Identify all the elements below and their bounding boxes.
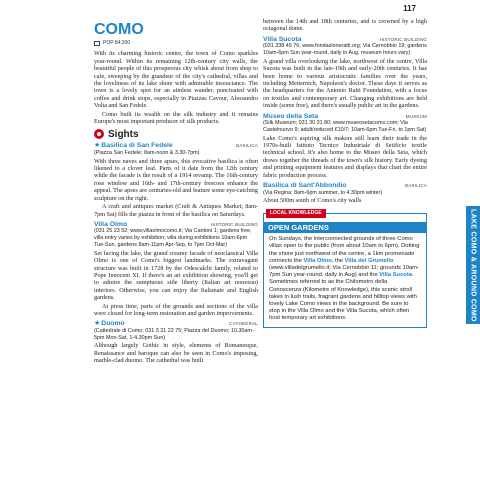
entry-text: About 500m south of Como's city walls (263, 197, 362, 205)
entry-header-museo-seta (263, 113, 427, 120)
population-line (94, 40, 258, 47)
entry-text: Although largely Gothic in style, elements of Romanesque, Renaissance and baroque can also be seen in Como's imposing, marble-clad duomo. The cathedral was built (94, 342, 258, 365)
entry-header-duomo (94, 320, 258, 327)
page-number: 117 (403, 4, 416, 13)
box-title: OPEN GARDENS (264, 222, 426, 233)
entry-text: Lake Como's aspiring silk makers still learn their trade in the 1970s-built Istituto Tecnico Industriale di Setificio textile technical school. It's also home to the Museo della Seta, which draws together the threads of the town's silk history. Early dyeing and printing equipment features and displays that chart the entire fabric production process. (263, 134, 427, 179)
star-icon: ★ (94, 319, 101, 328)
entry-info: (Cattedrale di Como; 031 3 31 22 75; Piazza del Duomo; 10.30am-5pm Mon-Sat, 1-4.30pm Sun) (94, 327, 254, 341)
entry-category: HISTORIC BUILDING (210, 221, 258, 227)
entry-category: HISTORIC BUILDING (379, 36, 427, 42)
entry-text: Set facing the lake, the grand creamy facade of neoclassical Villa Olmo is one of Como's biggest landmarks. The extravagant structure was built in 1728 by the Odescalchi family, related to Pope Innocent XI. If there's an art exhibition showing, you'll get to admire the sumptuous stile liberty (Italian art nouveau) interiors. Otherwise, you can enjoy the Italianate and English gardens. (94, 249, 258, 302)
side-tab-label: LAKE COMO & AROUND COMO (469, 208, 477, 322)
entry-name-museo-seta: Museo della Seta (263, 112, 319, 120)
local-knowledge-box (263, 209, 427, 328)
villa-grumello-link: Villa del Grumello (344, 257, 394, 264)
entry-name-san-fedele: Basilica di San Fedele (101, 142, 173, 150)
entry-name-villa-olmo: Villa Olmo (94, 220, 128, 228)
continued-text: between the 14th and 18th centuries, and is crowned by a high octagonal dome. (263, 18, 427, 33)
map-square-icon (94, 41, 100, 46)
left-column (94, 18, 258, 366)
entry-header-villa-olmo (94, 221, 258, 228)
villa-sucota-link: Villa Sucota (379, 272, 412, 279)
sights-label: Sights (108, 128, 139, 140)
entry-text-2: A craft and antiques market (Craft & Antiques Market; 8am-7pm Sat) fills the piazza in front of the basilica on Saturdays. (94, 203, 258, 218)
entry-info: (Piazza San Fedele; 8am-noon & 3.30-7pm) (94, 149, 200, 156)
side-chapter-tab (466, 206, 480, 324)
entry-text: With three naves and three apses, this evocative basilica is often likened to a clover leaf. Parts of it date from the 12th century while the facade is the result of a 1914 revamp. The 16th-century rose window and 16th- and 17th-century frescoes enhance the appeal. The apses are centuries-old and feature some eye-catching sculpture on the right. (94, 157, 258, 202)
entry-info: (031 25 23 52; www.villaolmocomo.it; Via Cantoni 1; gardens free, villa entry varies by exhibition; villa during exhibitions 10am-6pm Tue-Sun, gardens 8am-11pm Apr-Sep, to 7pm Oct-Mar) (94, 228, 252, 248)
population-label: POP 84,300 (103, 40, 131, 46)
box-text (269, 236, 421, 322)
box-text-3: . Sometimes referred to as the Chilometro della Conoscenza (Kilometre of Knowledge), this scenic stroll takes in lush trails, fragrant gardens and hilltop views with lovely Lake Como views in the background. Be sure to stop in the Villa Olmo and the Villa Sucota, which often host temporary art exhibitions. (269, 272, 417, 322)
entry-header-san-fedele (94, 142, 258, 149)
sights-eye-icon (94, 129, 104, 139)
entry-text-2: At press time, parts of the grounds and sections of the villa were closed for long-term restoration and garden improvements. (94, 302, 258, 317)
entry-header-villa-sucota (263, 36, 427, 43)
entry-category: BASILICA (405, 183, 427, 189)
star-icon: ★ (94, 141, 101, 150)
entry-text: A grand villa overlooking the lake, northwest of the centre, Villa Sucota was built in the late-19th and early-20th centuries. It has been home to various aristocratic families over the years, including Metternich, Napoleon's doctor. These days it serves as the headquarters for the Antonio Ratti Foundation, with a focus on textiles and contemporary art. Changing exhibitions are held inside (some free), and there's usually public art in the gardens. (263, 57, 427, 110)
villa-olmo-link: Villa Olmo (303, 257, 332, 264)
entry-info: (031 338 49 76; www.fondazioneratti.org; Via Cernobbio 19; gardens 10am-6pm Sun year-round, daily in Aug, museum hours vary) (263, 43, 427, 57)
entry-info: (Via Regina; 8am-6pm summer, to 4.30pm winter) (263, 189, 383, 196)
entry-info: (Silk Museum; 031 30 31 80; www.museosetacomo.com; Via Castelnuovo 9; adult/reduced €10/7; 10am-6pm Tue-Fri, to 1pm Sat) (263, 120, 427, 133)
entry-name-villa-sucota: Villa Sucota (263, 35, 302, 43)
entry-header-sant-abbondio (263, 182, 427, 189)
right-column (263, 18, 427, 328)
intro-paragraph: With its charming historic centre, the town of Como sparkles year-round. Within its remaining 12th-century city walls, the beautiful people of this prosperous city whisk about from shop to cafe, sweeping by the grandeur of the city's cathedral, villas and the loveliness of its lake shore with admirable insouciance. The town is a lovely spot for an aimless wander, punctuated with coffee and drink stops, especially in Piazzas Cavour, Alessandro Volta and San Fedele. (94, 50, 258, 110)
section-title-como: COMO (94, 21, 144, 38)
box-text-1: On Sundays, the interconnected grounds of three Como villas open to the public (from about 10am to 6pm). Dotting the shore just northwest of the centre, a 1km promenade connects the (269, 236, 420, 264)
entry-category: BASILICA (236, 143, 258, 149)
local-knowledge-tag: LOCAL KNOWLEDGE (266, 209, 326, 218)
entry-name-duomo: Duomo (101, 320, 125, 328)
entry-name-sant-abbondio: Basilica di Sant'Abbondio (263, 182, 347, 190)
sights-heading (94, 129, 258, 139)
entry-category: CATHEDRAL (229, 321, 258, 327)
intro-paragraph-2: Como built its wealth on the silk industry and it remains Europe's most important producer of silk products. (94, 110, 258, 126)
box-and: , the (331, 257, 344, 264)
entry-category: MUSEUM (405, 113, 427, 119)
box-text-2: (www.villadelgrumello.it; Via Cernobbio 11; grounds 10am-7pm Sun year-round, daily in Aug) and the (269, 264, 419, 279)
